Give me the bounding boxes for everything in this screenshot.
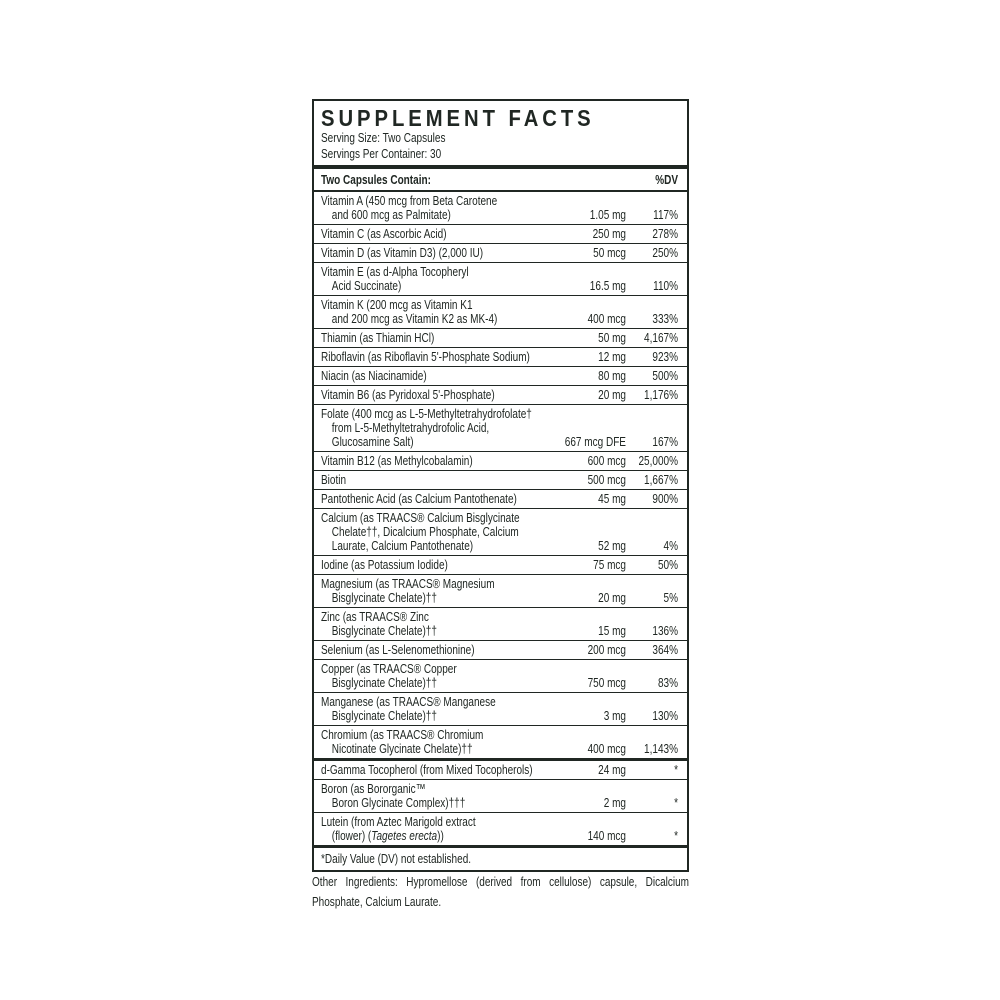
nutrient-row bbox=[314, 779, 687, 812]
nutrient-row bbox=[314, 574, 687, 607]
nutrient-row bbox=[314, 385, 687, 404]
dv-column-label: %DV bbox=[655, 172, 678, 187]
dv-value: * bbox=[674, 795, 678, 810]
nutrient-row bbox=[314, 404, 687, 451]
nutrient-name: Lutein (from Aztec Marigold extract (flower) (Tagetes erecta)) bbox=[321, 814, 476, 843]
nutrient-row bbox=[314, 366, 687, 385]
amount-value: 400 mcg bbox=[587, 741, 626, 756]
amount-value: 50 mcg bbox=[593, 245, 626, 260]
nutrient-name: Zinc (as TRAACS® Zinc Bisglycinate Chelate)†† bbox=[321, 609, 437, 638]
nutrient-row bbox=[314, 470, 687, 489]
nutrient-name: Vitamin C (as Ascorbic Acid) bbox=[321, 226, 447, 241]
dv-value: 500% bbox=[652, 368, 678, 383]
amount-value: 24 mg bbox=[598, 762, 626, 777]
nutrient-rows bbox=[314, 192, 687, 845]
nutrient-name: Vitamin D (as Vitamin D3) (2,000 IU) bbox=[321, 245, 484, 260]
nutrient-row bbox=[314, 347, 687, 366]
amount-value: 20 mg bbox=[598, 590, 626, 605]
amount-value: 1.05 mg bbox=[589, 207, 626, 222]
dv-value: 4,167% bbox=[644, 330, 678, 345]
dv-value: 1,176% bbox=[644, 387, 678, 402]
nutrient-name: Magnesium (as TRAACS® Magnesium Bisglycinate Chelate)†† bbox=[321, 576, 495, 605]
nutrient-row bbox=[314, 640, 687, 659]
dv-footnote-text: *Daily Value (DV) not established. bbox=[321, 851, 472, 866]
nutrient-row bbox=[314, 224, 687, 243]
dv-value: 278% bbox=[652, 226, 678, 241]
amount-value: 20 mg bbox=[598, 387, 626, 402]
other-ingredients-text: Other Ingredients: Hypromellose (derived from cellulose) capsule, Dicalcium Phosphate, Calcium Laurate. bbox=[312, 874, 689, 909]
nutrient-name: d-Gamma Tocopherol (from Mixed Tocopherols) bbox=[321, 762, 533, 777]
nutrient-name: Folate (400 mcg as L-5-Methyltetrahydrofolate† from L-5-Methyltetrahydrofolic Acid, Glucosamine Salt) bbox=[321, 406, 532, 449]
nutrient-name: Riboflavin (as Riboflavin 5'-Phosphate Sodium) bbox=[321, 349, 530, 364]
contain-column-label: Two Capsules Contain: bbox=[321, 172, 431, 187]
nutrient-row bbox=[314, 659, 687, 692]
dv-value: 5% bbox=[663, 590, 678, 605]
nutrient-row bbox=[314, 489, 687, 508]
nutrient-row bbox=[314, 508, 687, 555]
dv-value: 1,667% bbox=[644, 472, 678, 487]
nutrient-name: Vitamin A (450 mcg from Beta Carotene and 600 mcg as Palmitate) bbox=[321, 193, 498, 222]
amount-value: 400 mcg bbox=[587, 311, 626, 326]
dv-value: 364% bbox=[652, 642, 678, 657]
amount-value: 12 mg bbox=[598, 349, 626, 364]
nutrient-name: Iodine (as Potassium Iodide) bbox=[321, 557, 448, 572]
dv-value: 4% bbox=[663, 538, 678, 553]
nutrient-row bbox=[314, 555, 687, 574]
dv-footnote bbox=[314, 845, 687, 870]
amount-value: 15 mg bbox=[598, 623, 626, 638]
supplement-facts-panel bbox=[312, 99, 689, 872]
amount-value: 2 mg bbox=[603, 795, 626, 810]
nutrient-name: Vitamin B12 (as Methylcobalamin) bbox=[321, 453, 473, 468]
nutrient-row bbox=[314, 243, 687, 262]
nutrient-name: Thiamin (as Thiamin HCl) bbox=[321, 330, 435, 345]
column-header-row bbox=[314, 169, 687, 192]
dv-value: 50% bbox=[657, 557, 678, 572]
dv-value: 25,000% bbox=[638, 453, 678, 468]
amount-value: 667 mcg DFE bbox=[564, 434, 626, 449]
panel-header bbox=[314, 101, 687, 164]
nutrient-name: Boron (as Bororganic™ Boron Glycinate Complex)††† bbox=[321, 781, 466, 810]
dv-value: 136% bbox=[652, 623, 678, 638]
amount-value: 200 mcg bbox=[587, 642, 626, 657]
dv-value: 83% bbox=[657, 675, 678, 690]
servings-per-container: Servings Per Container: 30 bbox=[321, 145, 442, 161]
nutrient-row bbox=[314, 328, 687, 347]
dv-value: 167% bbox=[652, 434, 678, 449]
amount-value: 250 mg bbox=[592, 226, 626, 241]
nutrient-row bbox=[314, 262, 687, 295]
amount-value: 600 mcg bbox=[587, 453, 626, 468]
nutrient-name: Vitamin E (as d-Alpha Tocopheryl Acid Succinate) bbox=[321, 264, 469, 293]
nutrient-name: Calcium (as TRAACS® Calcium Bisglycinate Chelate††, Dicalcium Phosphate, Calcium Laurate, Calcium Pantothenate) bbox=[321, 510, 520, 553]
dv-value: 250% bbox=[652, 245, 678, 260]
amount-value: 500 mcg bbox=[587, 472, 626, 487]
nutrient-name: Manganese (as TRAACS® Manganese Bisglycinate Chelate)†† bbox=[321, 694, 496, 723]
amount-value: 80 mg bbox=[598, 368, 626, 383]
nutrient-row bbox=[314, 295, 687, 328]
nutrient-name: Selenium (as L-Selenomethionine) bbox=[321, 642, 475, 657]
nutrient-name: Pantothenic Acid (as Calcium Pantothenate) bbox=[321, 491, 517, 506]
nutrient-name: Biotin bbox=[321, 472, 347, 487]
amount-value: 52 mg bbox=[598, 538, 626, 553]
nutrient-row bbox=[314, 758, 687, 779]
nutrient-name: Copper (as TRAACS® Copper Bisglycinate Chelate)†† bbox=[321, 661, 457, 690]
nutrient-name: Niacin (as Niacinamide) bbox=[321, 368, 427, 383]
dv-value: 110% bbox=[653, 278, 678, 293]
nutrient-row bbox=[314, 725, 687, 758]
nutrient-row bbox=[314, 607, 687, 640]
nutrient-row bbox=[314, 692, 687, 725]
amount-value: 750 mcg bbox=[587, 675, 626, 690]
dv-value: 130% bbox=[652, 708, 678, 723]
serving-size: Serving Size: Two Capsules bbox=[321, 130, 446, 145]
dv-value: 923% bbox=[652, 349, 678, 364]
dv-value: 1,143% bbox=[644, 741, 678, 756]
other-ingredients bbox=[312, 872, 689, 911]
amount-value: 50 mg bbox=[598, 330, 626, 345]
nutrient-name: Vitamin K (200 mcg as Vitamin K1 and 200 mcg as Vitamin K2 as MK-4) bbox=[321, 297, 498, 326]
amount-value: 140 mcg bbox=[587, 828, 626, 843]
nutrient-row bbox=[314, 451, 687, 470]
dv-value: * bbox=[674, 762, 678, 777]
nutrient-name: Vitamin B6 (as Pyridoxal 5'-Phosphate) bbox=[321, 387, 495, 402]
amount-value: 45 mg bbox=[598, 491, 626, 506]
dv-value: 117% bbox=[653, 207, 678, 222]
nutrient-row bbox=[314, 192, 687, 224]
dv-value: * bbox=[674, 828, 678, 843]
panel-title: SUPPLEMENT FACTS bbox=[321, 105, 595, 131]
nutrient-name: Chromium (as TRAACS® Chromium Nicotinate Glycinate Chelate)†† bbox=[321, 727, 484, 756]
amount-value: 16.5 mg bbox=[589, 278, 626, 293]
amount-value: 3 mg bbox=[603, 708, 626, 723]
dv-value: 333% bbox=[652, 311, 678, 326]
dv-value: 900% bbox=[652, 491, 678, 506]
nutrient-row bbox=[314, 812, 687, 845]
amount-value: 75 mcg bbox=[593, 557, 626, 572]
